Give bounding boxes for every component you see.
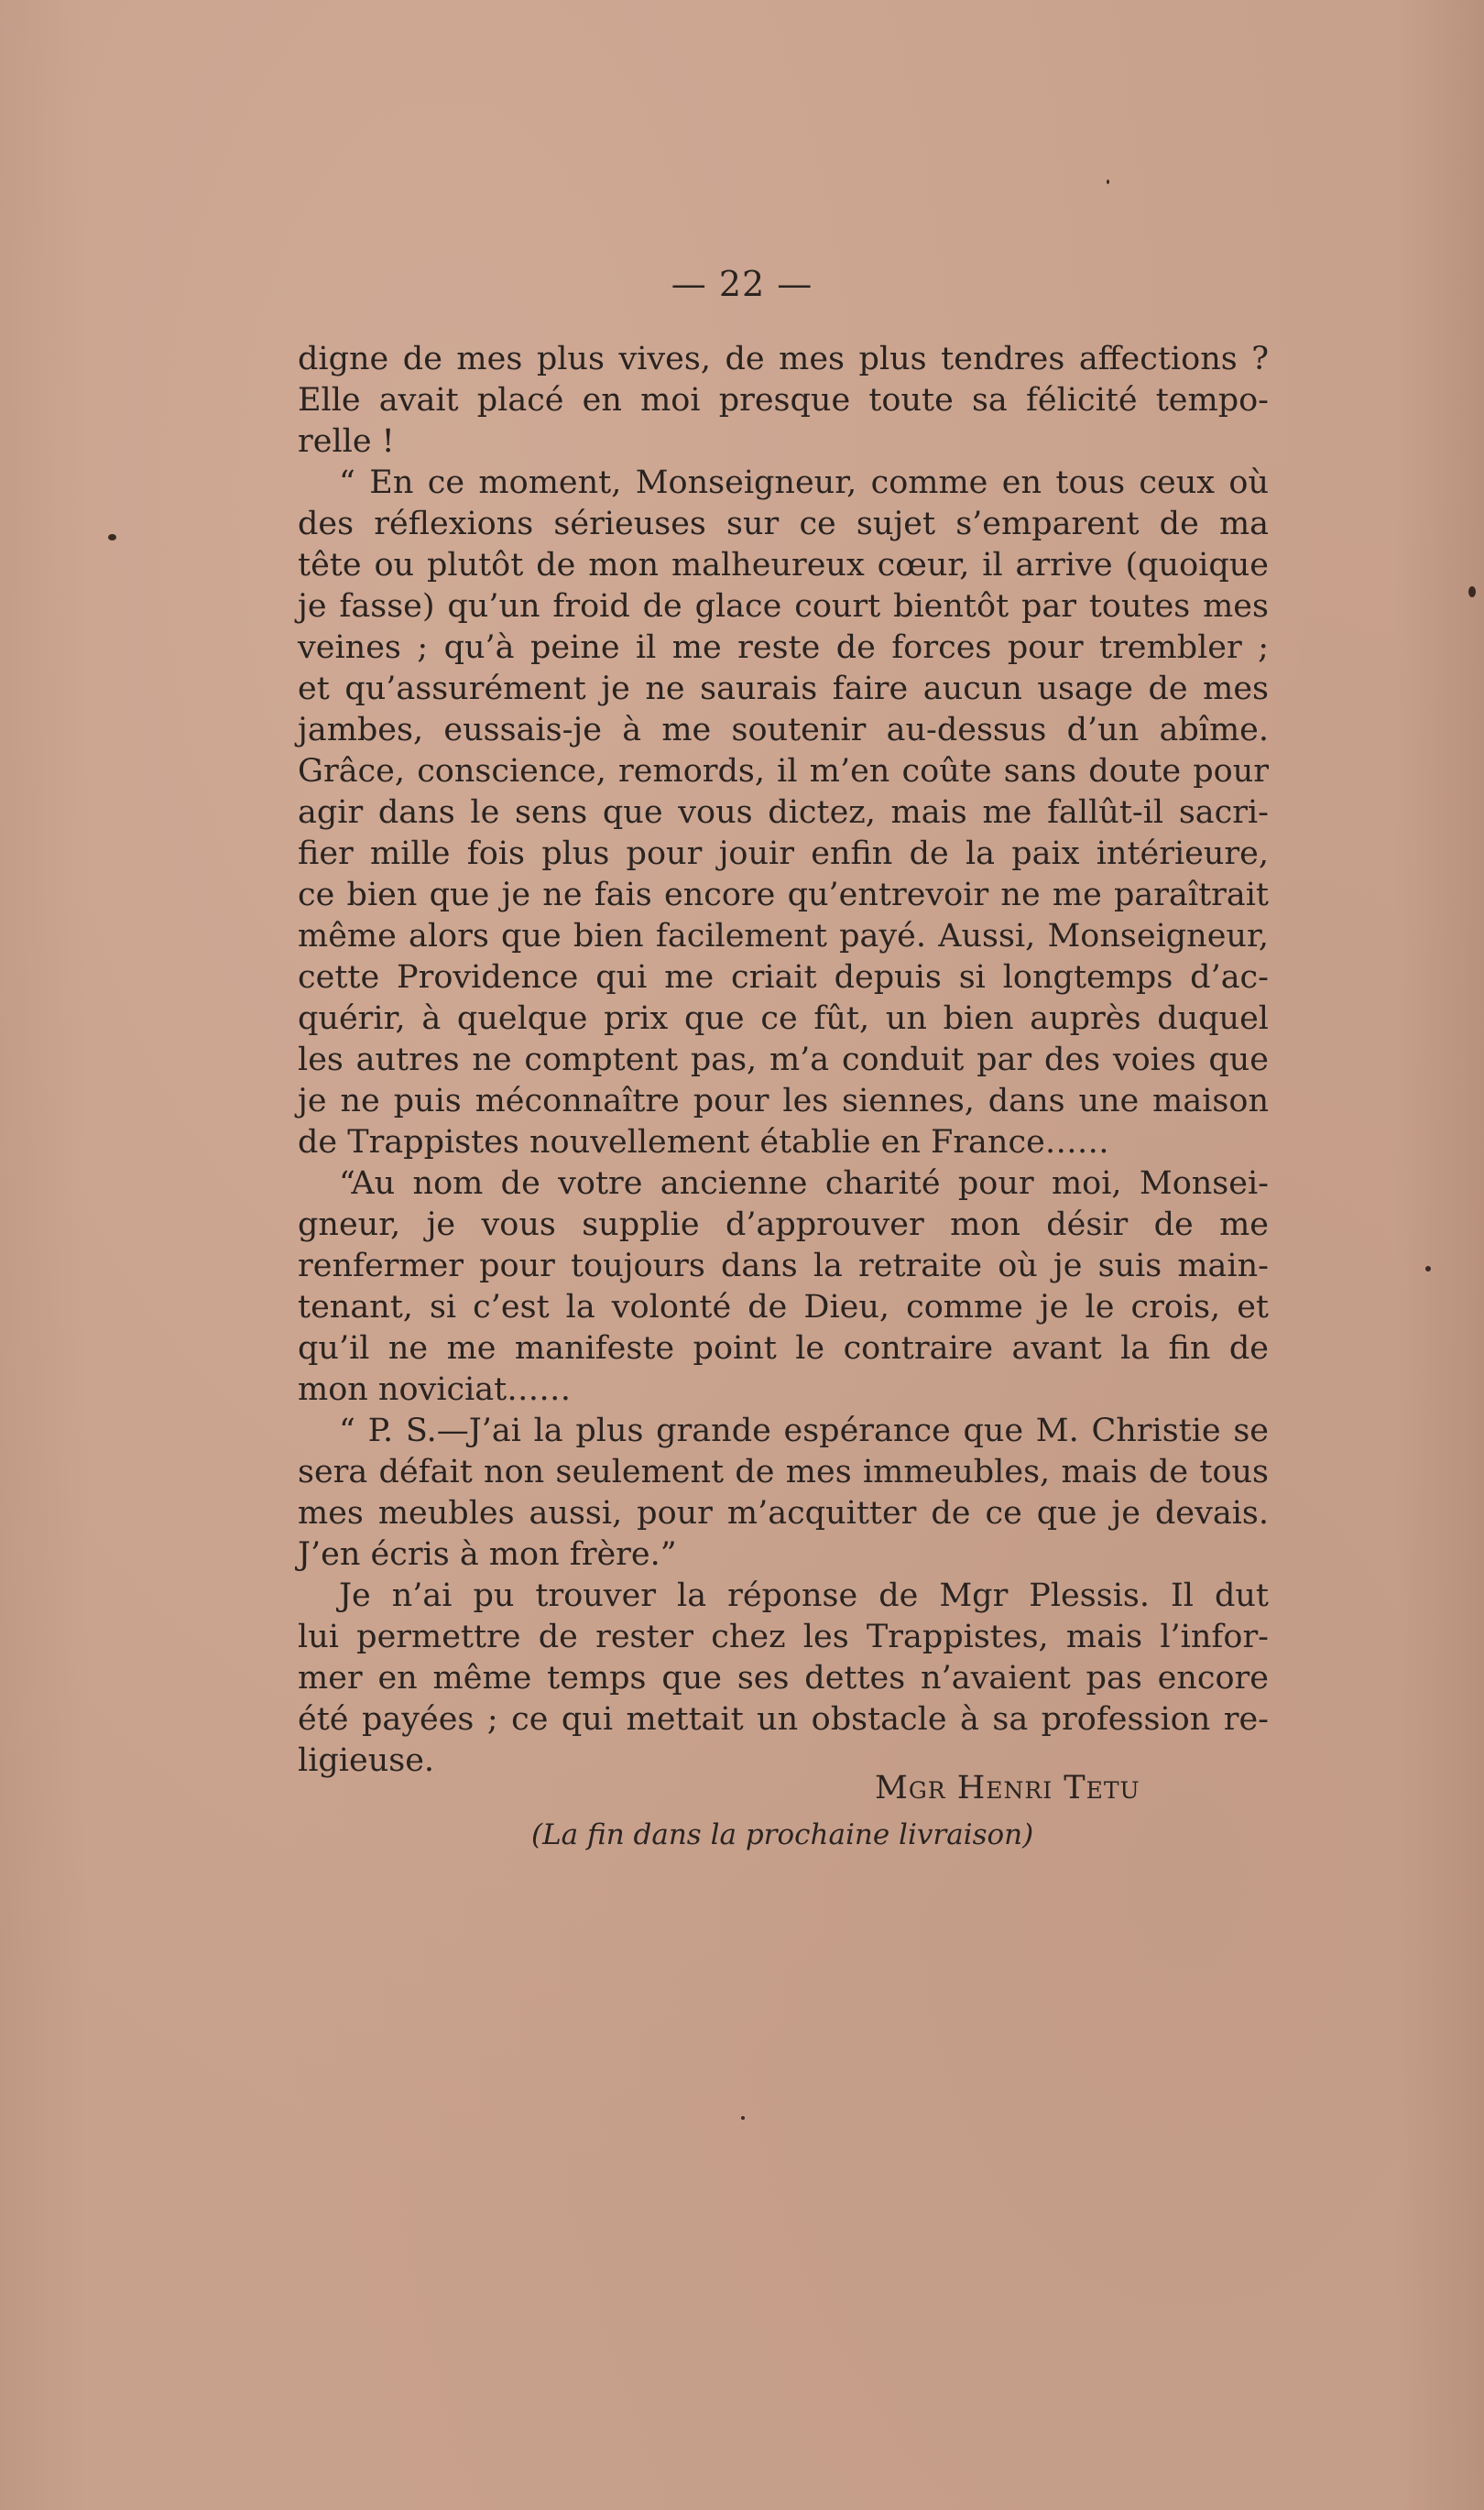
paper-speck xyxy=(108,534,116,540)
text-line: et qu’assurément je ne saurais faire aucun usage de mes xyxy=(298,671,1269,707)
text-line: les autres ne comptent pas, m’a conduit par des voies que xyxy=(298,1042,1269,1078)
text-line: fier mille fois plus pour jouir enfin de la paix intérieure, xyxy=(298,835,1269,872)
text-line: J’en écris à mon frère.” xyxy=(298,1536,677,1573)
text-line: été payées ; ce qui mettait un obstacle à sa profession re- xyxy=(298,1701,1269,1738)
author-signature: Mgr Henri Tetu xyxy=(875,1770,1140,1806)
text-line: “Au nom de votre ancienne charité pour moi, Monsei- xyxy=(339,1165,1269,1202)
paper-speck xyxy=(1107,180,1109,184)
text-line: tête ou plutôt de mon malheureux cœur, il arrive (quoique xyxy=(298,547,1269,584)
text-line: qu’il ne me manifeste point le contraire avant la fin de xyxy=(298,1330,1269,1367)
text-line: ce bien que je ne fais encore qu’entrevoir ne me paraîtrait xyxy=(298,877,1269,913)
text-line: tenant, si c’est la volonté de Dieu, comme je le crois, et xyxy=(298,1289,1269,1326)
text-line: de Trappistes nouvellement établie en France…… xyxy=(298,1124,1109,1161)
text-line: mon noviciat…… xyxy=(298,1371,572,1408)
paper-speck xyxy=(1468,586,1476,597)
paper-speck xyxy=(1425,1266,1431,1271)
text-line: ligieuse. xyxy=(298,1742,435,1779)
text-line: Je n’ai pu trouver la réponse de Mgr Plessis. Il dut xyxy=(339,1577,1269,1614)
text-line: quérir, à quelque prix que ce fût, un bien auprès duquel xyxy=(298,1000,1269,1037)
text-line: agir dans le sens que vous dictez, mais me fallût-il sacri- xyxy=(298,794,1269,831)
text-line: lui permettre de rester chez les Trappistes, mais l’infor- xyxy=(298,1619,1269,1655)
body-text xyxy=(298,339,1269,1782)
text-line: renfermer pour toujours dans la retraite où je suis main- xyxy=(298,1248,1269,1284)
paper-speck xyxy=(741,2116,745,2120)
page-number: — 22 — xyxy=(671,264,813,304)
text-line: gneur, je vous supplie d’approuver mon désir de me xyxy=(298,1206,1269,1243)
text-line: Elle avait placé en moi presque toute sa félicité tempo- xyxy=(298,382,1269,419)
text-line: même alors que bien facilement payé. Aussi, Monseigneur, xyxy=(298,918,1269,955)
text-line: Grâce, conscience, remords, il m’en coûte sans doute pour xyxy=(298,753,1269,790)
text-line: jambes, eussais-je à me soutenir au-dessus d’un abîme. xyxy=(298,712,1269,748)
text-line: veines ; qu’à peine il me reste de forces pour trembler ; xyxy=(298,629,1269,666)
text-line: sera défait non seulement de mes immeubles, mais de tous xyxy=(298,1454,1269,1490)
text-line: “ P. S.—J’ai la plus grande espérance que M. Christie se xyxy=(339,1413,1269,1449)
text-line: mes meubles aussi, pour m’acquitter de ce que je devais. xyxy=(298,1495,1269,1532)
text-line: je fasse) qu’un froid de glace court bientôt par toutes mes xyxy=(298,588,1269,625)
text-line: “ En ce moment, Monseigneur, comme en tous ceux où xyxy=(339,464,1269,501)
text-line: digne de mes plus vives, de mes plus tendres affections ? xyxy=(298,341,1269,377)
continuation-note: (La fin dans la prochaine livraison) xyxy=(531,1818,1034,1851)
text-line: cette Providence qui me criait depuis si longtemps d’ac- xyxy=(298,959,1269,996)
text-line: mer en même temps que ses dettes n’avaient pas encore xyxy=(298,1660,1269,1697)
text-line: je ne puis méconnaître pour les siennes, dans une maison xyxy=(298,1083,1269,1119)
text-line: relle ! xyxy=(298,423,395,460)
text-line: des réflexions sérieuses sur ce sujet s’emparent de ma xyxy=(298,506,1269,542)
